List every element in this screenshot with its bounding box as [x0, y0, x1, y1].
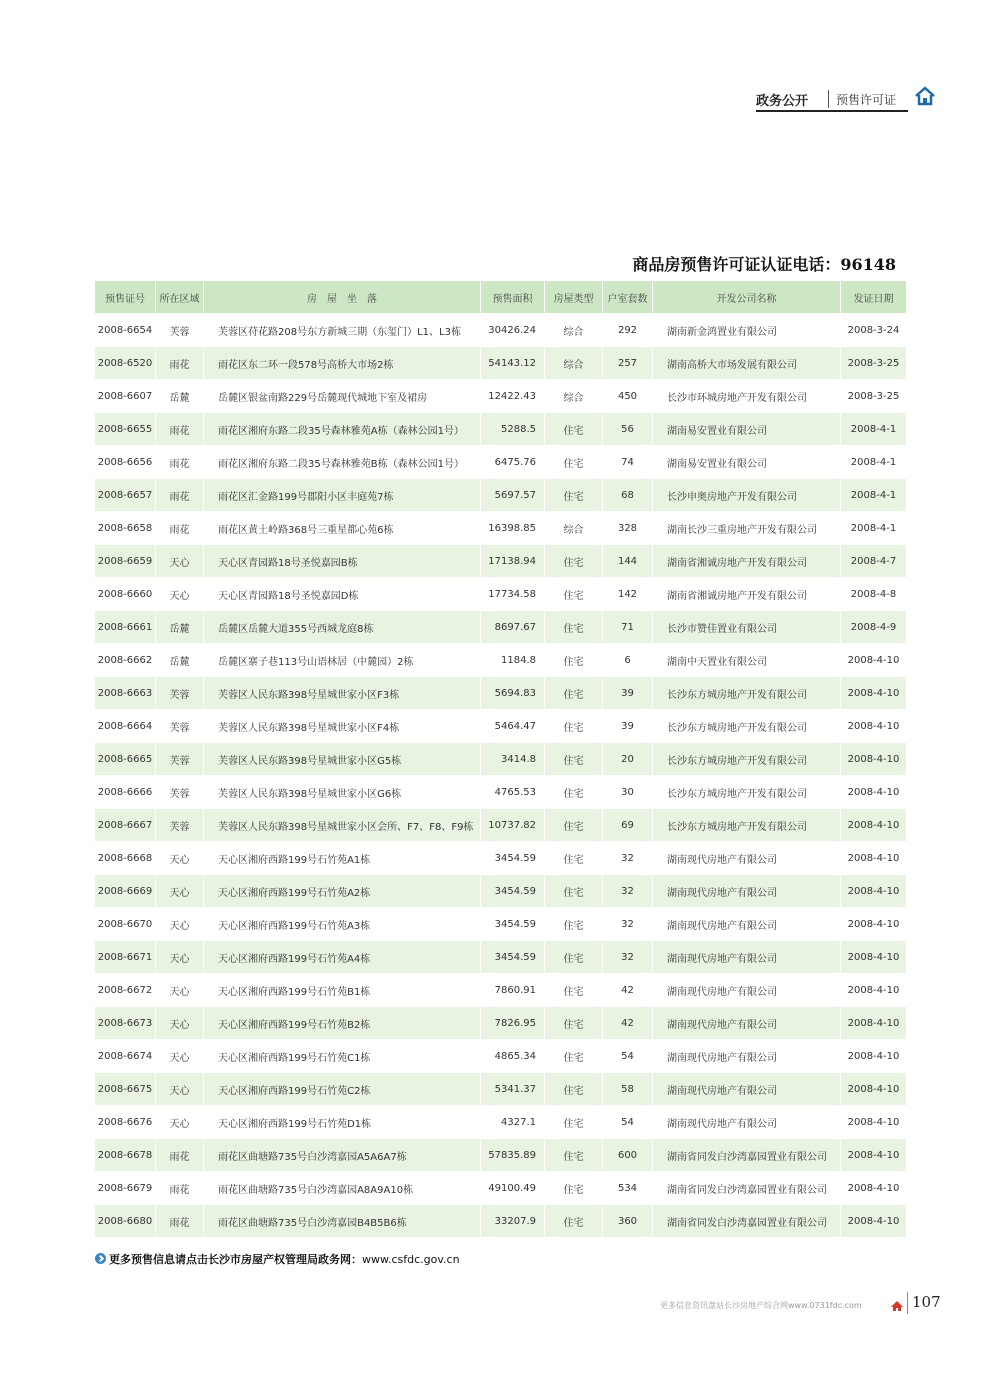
type-cell: 住宅 — [545, 1072, 603, 1105]
developer-cell: 湖南现代房地产有限公司 — [653, 940, 841, 973]
type-cell: 综合 — [545, 346, 603, 379]
developer-cell: 湖南现代房地产有限公司 — [653, 1006, 841, 1039]
developer-cell: 湖南省同发白沙湾嘉园置业有限公司 — [653, 1171, 841, 1204]
district-cell: 雨花 — [156, 412, 204, 445]
district-cell: 天心 — [156, 577, 204, 610]
issue-date-cell: 2008-4-10 — [841, 1171, 906, 1204]
table-row — [95, 907, 906, 940]
developer-cell: 湖南现代房地产有限公司 — [653, 874, 841, 907]
units-cell: 54 — [603, 1039, 653, 1072]
developer-cell: 湖南现代房地产有限公司 — [653, 1072, 841, 1105]
issue-date-cell: 2008-4-10 — [841, 1105, 906, 1138]
issue-date-cell: 2008-4-10 — [841, 1006, 906, 1039]
area-cell: 16398.85 — [481, 511, 545, 544]
address-cell: 雨花区曲塘路735号白沙湾嘉园A5A6A7栋 — [204, 1138, 481, 1171]
issue-date-cell: 2008-4-10 — [841, 874, 906, 907]
type-cell: 住宅 — [545, 808, 603, 841]
district-cell: 雨花 — [156, 1204, 204, 1237]
table-row — [95, 676, 906, 709]
permit-no-cell: 2008-6655 — [95, 412, 156, 445]
permit-no-cell: 2008-6658 — [95, 511, 156, 544]
units-cell: 20 — [603, 742, 653, 775]
issue-date-cell: 2008-4-10 — [841, 1204, 906, 1237]
address-cell: 天心区湘府西路199号石竹苑A4栋 — [204, 940, 481, 973]
issue-date-cell: 2008-4-10 — [841, 907, 906, 940]
address-cell: 岳麓区岳麓大道355号西城龙庭8栋 — [204, 610, 481, 643]
address-cell: 芙蓉区人民东路398号星城世家小区G6栋 — [204, 775, 481, 808]
district-cell: 雨花 — [156, 1171, 204, 1204]
arrow-circle-icon — [95, 1253, 106, 1264]
type-cell: 住宅 — [545, 874, 603, 907]
address-cell: 天心区湘府西路199号石竹苑B2栋 — [204, 1006, 481, 1039]
table-row — [95, 775, 906, 808]
issue-date-cell: 2008-4-10 — [841, 742, 906, 775]
table-row — [95, 445, 906, 478]
units-cell: 39 — [603, 709, 653, 742]
developer-cell: 长沙市赞佳置业有限公司 — [653, 610, 841, 643]
address-cell: 岳麓区寨子巷113号山语林居（中麓园）2栋 — [204, 643, 481, 676]
area-cell: 4865.34 — [481, 1039, 545, 1072]
issue-date-cell: 2008-3-25 — [841, 379, 906, 412]
district-cell: 芙蓉 — [156, 775, 204, 808]
developer-cell: 湖南省同发白沙湾嘉园置业有限公司 — [653, 1138, 841, 1171]
address-cell: 雨花区湘府东路二段35号森林雅苑A栋（森林公园1号） — [204, 412, 481, 445]
type-cell: 综合 — [545, 379, 603, 412]
district-cell: 天心 — [156, 973, 204, 1006]
area-cell: 3454.59 — [481, 940, 545, 973]
developer-cell: 长沙东方城房地产开发有限公司 — [653, 775, 841, 808]
address-cell: 天心区青园路18号圣悦嘉园D栋 — [204, 577, 481, 610]
page-number: 107 — [912, 1293, 941, 1311]
developer-cell: 湖南易安置业有限公司 — [653, 412, 841, 445]
issue-date-cell: 2008-4-7 — [841, 544, 906, 577]
table-row — [95, 1039, 906, 1072]
type-cell: 住宅 — [545, 1138, 603, 1171]
district-cell: 天心 — [156, 907, 204, 940]
permit-no-cell: 2008-6672 — [95, 973, 156, 1006]
units-cell: 142 — [603, 577, 653, 610]
issue-date-cell: 2008-4-10 — [841, 841, 906, 874]
developer-cell: 长沙市环城房地产开发有限公司 — [653, 379, 841, 412]
district-cell: 天心 — [156, 1105, 204, 1138]
address-cell: 芙蓉区苻花路208号东方新城三期（东玺门）L1、L3栋 — [204, 313, 481, 346]
district-cell: 天心 — [156, 544, 204, 577]
district-cell: 雨花 — [156, 346, 204, 379]
table-row — [95, 841, 906, 874]
developer-cell: 湖南现代房地产有限公司 — [653, 1105, 841, 1138]
district-cell: 岳麓 — [156, 643, 204, 676]
developer-cell: 湖南中天置业有限公司 — [653, 643, 841, 676]
footnote — [95, 1251, 460, 1267]
area-cell: 3454.59 — [481, 841, 545, 874]
area-cell: 5697.57 — [481, 478, 545, 511]
district-cell: 芙蓉 — [156, 313, 204, 346]
permit-no-cell: 2008-6675 — [95, 1072, 156, 1105]
subsection-title: 预售许可证 — [836, 93, 897, 107]
address-cell: 天心区湘府西路199号石竹苑C1栋 — [204, 1039, 481, 1072]
permit-no-cell: 2008-6520 — [95, 346, 156, 379]
table-row — [95, 346, 906, 379]
area-cell: 5694.83 — [481, 676, 545, 709]
permit-no-cell: 2008-6670 — [95, 907, 156, 940]
permit-no-cell: 2008-6663 — [95, 676, 156, 709]
table-row — [95, 544, 906, 577]
units-cell: 74 — [603, 445, 653, 478]
area-cell: 54143.12 — [481, 346, 545, 379]
col-header-developer: 开发公司名称 — [653, 281, 841, 313]
units-cell: 56 — [603, 412, 653, 445]
district-cell: 天心 — [156, 940, 204, 973]
developer-cell: 湖南省湘诚房地产开发有限公司 — [653, 577, 841, 610]
area-cell: 12422.43 — [481, 379, 545, 412]
area-cell: 6475.76 — [481, 445, 545, 478]
permit-no-cell: 2008-6665 — [95, 742, 156, 775]
table-row — [95, 1105, 906, 1138]
address-cell: 芙蓉区人民东路398号星城世家小区会所、F7、F8、F9栋 — [204, 808, 481, 841]
address-cell: 天心区青园路18号圣悦嘉园B栋 — [204, 544, 481, 577]
area-cell: 30426.24 — [481, 313, 545, 346]
table-row — [95, 379, 906, 412]
page-header — [756, 86, 936, 112]
district-cell: 天心 — [156, 841, 204, 874]
units-cell: 39 — [603, 676, 653, 709]
permit-no-cell: 2008-6676 — [95, 1105, 156, 1138]
table-row — [95, 1072, 906, 1105]
type-cell: 住宅 — [545, 973, 603, 1006]
page-number-divider — [907, 1292, 908, 1314]
table-row — [95, 610, 906, 643]
permit-no-cell: 2008-6678 — [95, 1138, 156, 1171]
units-cell: 360 — [603, 1204, 653, 1237]
permit-no-cell: 2008-6662 — [95, 643, 156, 676]
permit-no-cell: 2008-6671 — [95, 940, 156, 973]
address-cell: 岳麓区银盆南路229号岳麓现代城地下室及裙房 — [204, 379, 481, 412]
type-cell: 住宅 — [545, 940, 603, 973]
address-cell: 雨花区汇金路199号郡阳小区丰庭苑7栋 — [204, 478, 481, 511]
units-cell: 257 — [603, 346, 653, 379]
permit-no-cell: 2008-6656 — [95, 445, 156, 478]
district-cell: 芙蓉 — [156, 709, 204, 742]
district-cell: 芙蓉 — [156, 742, 204, 775]
units-cell: 144 — [603, 544, 653, 577]
issue-date-cell: 2008-4-10 — [841, 775, 906, 808]
area-cell: 3454.59 — [481, 874, 545, 907]
table-row — [95, 511, 906, 544]
area-cell: 8697.67 — [481, 610, 545, 643]
permit-no-cell: 2008-6664 — [95, 709, 156, 742]
type-cell: 住宅 — [545, 544, 603, 577]
permit-no-cell: 2008-6654 — [95, 313, 156, 346]
section-title: 政务公开 — [756, 94, 809, 109]
address-cell: 雨花区曲塘路735号白沙湾嘉园A8A9A10栋 — [204, 1171, 481, 1204]
address-cell: 雨花区湘府东路二段35号森林雅苑B栋（森林公园1号） — [204, 445, 481, 478]
address-cell: 雨花区曲塘路735号白沙湾嘉园B4B5B6栋 — [204, 1204, 481, 1237]
units-cell: 54 — [603, 1105, 653, 1138]
address-cell: 天心区湘府西路199号石竹苑A3栋 — [204, 907, 481, 940]
table-row — [95, 412, 906, 445]
address-cell: 天心区湘府西路199号石竹苑B1栋 — [204, 973, 481, 1006]
developer-cell: 长沙东方城房地产开发有限公司 — [653, 676, 841, 709]
type-cell: 住宅 — [545, 742, 603, 775]
units-cell: 32 — [603, 841, 653, 874]
units-cell: 328 — [603, 511, 653, 544]
col-header-issue-date: 发证日期 — [841, 281, 906, 313]
footnote-text: 更多预售信息请点击长沙市房屋产权管理局政务网： — [109, 1253, 362, 1266]
type-cell: 住宅 — [545, 1006, 603, 1039]
permit-no-cell: 2008-6657 — [95, 478, 156, 511]
district-cell: 岳麓 — [156, 610, 204, 643]
issue-date-cell: 2008-4-10 — [841, 643, 906, 676]
area-cell: 4327.1 — [481, 1105, 545, 1138]
table-row — [95, 1204, 906, 1237]
type-cell: 住宅 — [545, 841, 603, 874]
issue-date-cell: 2008-4-1 — [841, 511, 906, 544]
developer-cell: 湖南省同发白沙湾嘉园置业有限公司 — [653, 1204, 841, 1237]
area-cell: 7826.95 — [481, 1006, 545, 1039]
developer-cell: 湖南现代房地产有限公司 — [653, 907, 841, 940]
type-cell: 住宅 — [545, 445, 603, 478]
address-cell: 天心区湘府西路199号石竹苑A1栋 — [204, 841, 481, 874]
developer-cell: 湖南长沙三重房地产开发有限公司 — [653, 511, 841, 544]
units-cell: 68 — [603, 478, 653, 511]
area-cell: 17734.58 — [481, 577, 545, 610]
issue-date-cell: 2008-4-10 — [841, 709, 906, 742]
developer-cell: 长沙东方城房地产开发有限公司 — [653, 808, 841, 841]
permit-no-cell: 2008-6667 — [95, 808, 156, 841]
table-row — [95, 742, 906, 775]
district-cell: 天心 — [156, 1039, 204, 1072]
issue-date-cell: 2008-4-1 — [841, 445, 906, 478]
issue-date-cell: 2008-4-1 — [841, 412, 906, 445]
table-row — [95, 313, 906, 346]
district-cell: 芙蓉 — [156, 676, 204, 709]
address-cell: 芙蓉区人民东路398号星城世家小区F4栋 — [204, 709, 481, 742]
units-cell: 71 — [603, 610, 653, 643]
address-cell: 雨花区黄土岭路368号三重星都心苑6栋 — [204, 511, 481, 544]
type-cell: 综合 — [545, 511, 603, 544]
district-cell: 雨花 — [156, 1138, 204, 1171]
area-cell: 10737.82 — [481, 808, 545, 841]
type-cell: 住宅 — [545, 907, 603, 940]
area-cell: 49100.49 — [481, 1171, 545, 1204]
address-cell: 芙蓉区人民东路398号星城世家小区G5栋 — [204, 742, 481, 775]
developer-cell: 长沙东方城房地产开发有限公司 — [653, 709, 841, 742]
footnote-link[interactable]: www.csfdc.gov.cn — [362, 1253, 460, 1266]
units-cell: 6 — [603, 643, 653, 676]
issue-date-cell: 2008-4-10 — [841, 940, 906, 973]
area-cell: 5464.47 — [481, 709, 545, 742]
developer-cell: 湖南现代房地产有限公司 — [653, 1039, 841, 1072]
table-row — [95, 808, 906, 841]
type-cell: 综合 — [545, 313, 603, 346]
address-cell: 天心区湘府西路199号石竹苑D1栋 — [204, 1105, 481, 1138]
type-cell: 住宅 — [545, 1204, 603, 1237]
site-logo-icon — [890, 1297, 904, 1316]
table-row — [95, 1138, 906, 1171]
area-cell: 1184.8 — [481, 643, 545, 676]
units-cell: 534 — [603, 1171, 653, 1204]
area-cell: 5288.5 — [481, 412, 545, 445]
district-cell: 天心 — [156, 874, 204, 907]
permit-no-cell: 2008-6660 — [95, 577, 156, 610]
address-cell: 雨花区东二环一段578号高桥大市场2栋 — [204, 346, 481, 379]
units-cell: 292 — [603, 313, 653, 346]
units-cell: 30 — [603, 775, 653, 808]
issue-date-cell: 2008-3-24 — [841, 313, 906, 346]
col-header-district: 所在区域 — [156, 281, 204, 313]
address-cell: 芙蓉区人民东路398号星城世家小区F3栋 — [204, 676, 481, 709]
type-cell: 住宅 — [545, 1039, 603, 1072]
issue-date-cell: 2008-4-10 — [841, 676, 906, 709]
issue-date-cell: 2008-4-10 — [841, 808, 906, 841]
issue-date-cell: 2008-3-25 — [841, 346, 906, 379]
table-row — [95, 940, 906, 973]
permit-no-cell: 2008-6669 — [95, 874, 156, 907]
district-cell: 岳麓 — [156, 379, 204, 412]
header-divider — [828, 90, 829, 108]
type-cell: 住宅 — [545, 577, 603, 610]
type-cell: 住宅 — [545, 412, 603, 445]
presale-permit-table — [95, 281, 906, 1237]
type-cell: 住宅 — [545, 775, 603, 808]
type-cell: 住宅 — [545, 676, 603, 709]
developer-cell: 湖南易安置业有限公司 — [653, 445, 841, 478]
area-cell: 3414.8 — [481, 742, 545, 775]
table-row — [95, 577, 906, 610]
col-header-type: 房屋类型 — [545, 281, 603, 313]
col-header-units: 户室套数 — [603, 281, 653, 313]
table-row — [95, 874, 906, 907]
issue-date-cell: 2008-4-8 — [841, 577, 906, 610]
area-cell: 17138.94 — [481, 544, 545, 577]
district-cell: 雨花 — [156, 511, 204, 544]
district-cell: 天心 — [156, 1072, 204, 1105]
table-row — [95, 478, 906, 511]
table-row — [95, 973, 906, 1006]
permit-no-cell: 2008-6674 — [95, 1039, 156, 1072]
developer-cell: 湖南现代房地产有限公司 — [653, 841, 841, 874]
district-cell: 雨花 — [156, 478, 204, 511]
developer-cell: 湖南高桥大市场发展有限公司 — [653, 346, 841, 379]
units-cell: 600 — [603, 1138, 653, 1171]
permit-no-cell: 2008-6679 — [95, 1171, 156, 1204]
units-cell: 32 — [603, 940, 653, 973]
header-underline — [756, 110, 908, 112]
bottom-promo-text: 更多信息资讯盘站长沙房地产综合网www.0731fdc.com — [660, 1301, 862, 1310]
type-cell: 住宅 — [545, 478, 603, 511]
type-cell: 住宅 — [545, 1105, 603, 1138]
developer-cell: 湖南现代房地产有限公司 — [653, 973, 841, 1006]
permit-no-cell: 2008-6680 — [95, 1204, 156, 1237]
developer-cell: 湖南新金鸿置业有限公司 — [653, 313, 841, 346]
permit-no-cell: 2008-6666 — [95, 775, 156, 808]
type-cell: 住宅 — [545, 610, 603, 643]
issue-date-cell: 2008-4-10 — [841, 973, 906, 1006]
developer-cell: 长沙申奥房地产开发有限公司 — [653, 478, 841, 511]
issue-date-cell: 2008-4-10 — [841, 1138, 906, 1171]
area-cell: 33207.9 — [481, 1204, 545, 1237]
units-cell: 32 — [603, 907, 653, 940]
table-row — [95, 709, 906, 742]
address-cell: 天心区湘府西路199号石竹苑C2栋 — [204, 1072, 481, 1105]
home-icon — [914, 86, 936, 110]
col-header-area: 预售面积 — [481, 281, 545, 313]
table-row — [95, 1171, 906, 1204]
units-cell: 450 — [603, 379, 653, 412]
area-cell: 7860.91 — [481, 973, 545, 1006]
permit-no-cell: 2008-6661 — [95, 610, 156, 643]
developer-cell: 湖南省湘诚房地产开发有限公司 — [653, 544, 841, 577]
units-cell: 42 — [603, 1006, 653, 1039]
permit-no-cell: 2008-6673 — [95, 1006, 156, 1039]
units-cell: 58 — [603, 1072, 653, 1105]
area-cell: 3454.59 — [481, 907, 545, 940]
col-header-permit-no: 预售证号 — [95, 281, 156, 313]
type-cell: 住宅 — [545, 1171, 603, 1204]
permit-no-cell: 2008-6659 — [95, 544, 156, 577]
col-header-address: 房 屋 坐 落 — [204, 281, 481, 313]
area-cell: 5341.37 — [481, 1072, 545, 1105]
table-row — [95, 643, 906, 676]
district-cell: 天心 — [156, 1006, 204, 1039]
permit-no-cell: 2008-6668 — [95, 841, 156, 874]
permit-no-cell: 2008-6607 — [95, 379, 156, 412]
address-cell: 天心区湘府西路199号石竹苑A2栋 — [204, 874, 481, 907]
district-cell: 芙蓉 — [156, 808, 204, 841]
hotline-title: 商品房预售许可证认证电话：96148 — [632, 255, 896, 274]
area-cell: 57835.89 — [481, 1138, 545, 1171]
district-cell: 雨花 — [156, 445, 204, 478]
table-row — [95, 1006, 906, 1039]
units-cell: 32 — [603, 874, 653, 907]
type-cell: 住宅 — [545, 709, 603, 742]
table-header-row — [95, 281, 906, 313]
issue-date-cell: 2008-4-1 — [841, 478, 906, 511]
issue-date-cell: 2008-4-10 — [841, 1039, 906, 1072]
issue-date-cell: 2008-4-10 — [841, 1072, 906, 1105]
units-cell: 69 — [603, 808, 653, 841]
area-cell: 4765.53 — [481, 775, 545, 808]
units-cell: 42 — [603, 973, 653, 1006]
developer-cell: 长沙东方城房地产开发有限公司 — [653, 742, 841, 775]
issue-date-cell: 2008-4-9 — [841, 610, 906, 643]
type-cell: 住宅 — [545, 643, 603, 676]
